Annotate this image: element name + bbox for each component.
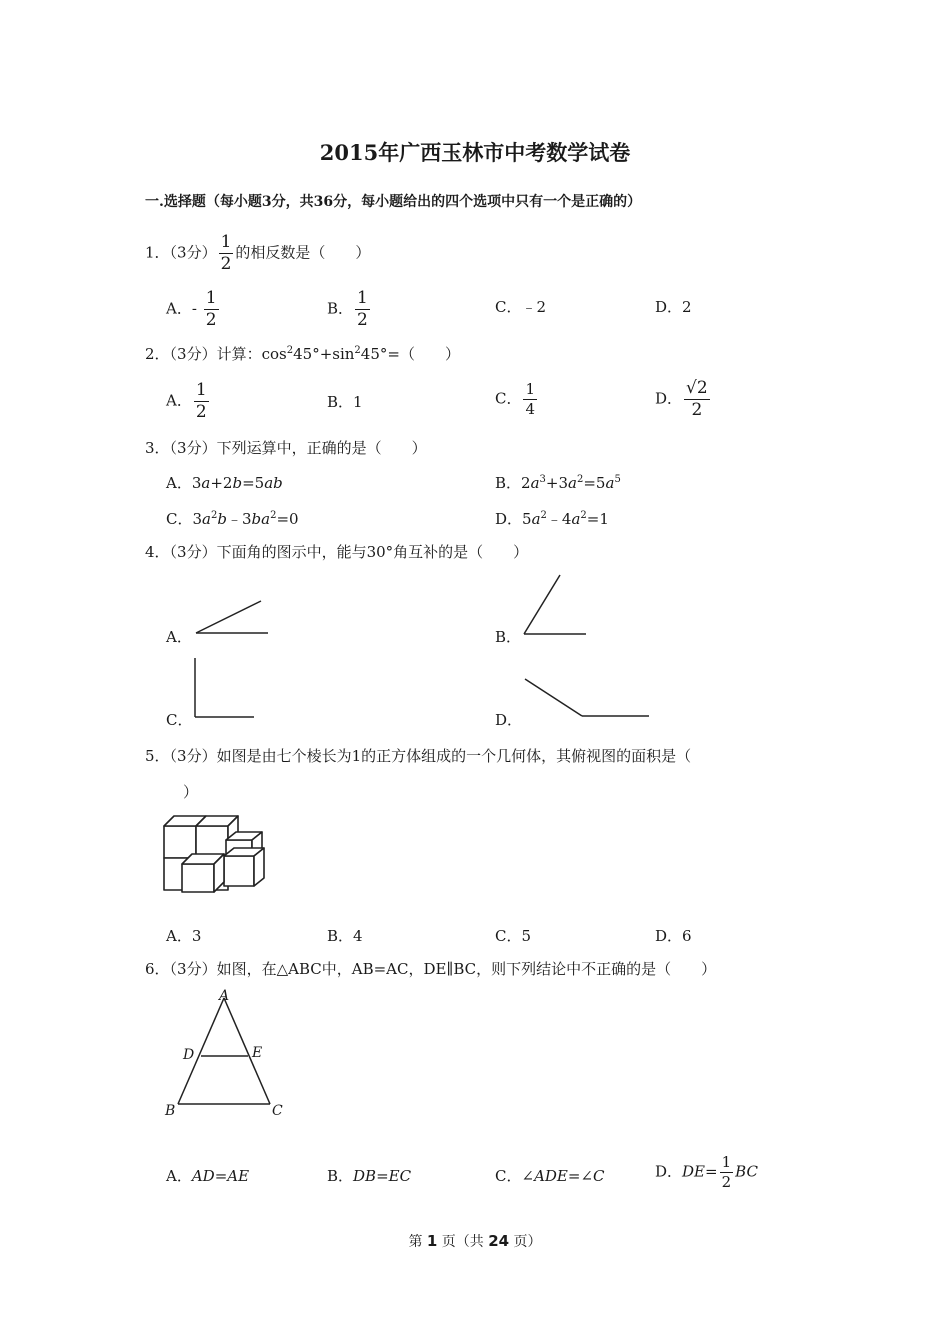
fraction: $\frac{1}{2}$ [195,380,207,422]
question-number: 2． [145,345,170,363]
question-score: （3分） [169,345,217,363]
q4-angle-figure-c [192,656,258,720]
vertex-label-e: E [252,1045,263,1061]
question-score: （3分） [169,543,217,561]
q2-option-b[interactable]: B．1 [327,393,363,411]
cube-solid-figure [160,812,270,897]
q3-option-d[interactable]: D．$5a^2﹣4a^2=1$ [495,510,609,528]
section-heading: 一.选择题（每小题3分，共36分，每小题给出的四个选项中只有一个是正确的） [145,194,642,210]
question-number: 6． [145,960,170,978]
q4-angle-figure-d [522,676,652,720]
q5-option-a[interactable]: A．3 [166,927,202,945]
page-number: 1 [426,1232,438,1250]
fraction: $\frac{1}{2}$ [205,288,217,330]
question-score: （3分） [169,960,217,978]
page-title: 2015年广西玉林市中考数学试卷 [319,140,631,165]
question-6: 6．（3分）如图，在△ABC中，AB=AC，DE∥BC，则下列结论中不正确的是（ ） [145,960,717,978]
question-4: 4．（3分）下面角的图示中，能与30°角互补的是（ ） [145,543,529,561]
fraction: $\frac{1}{2}$ [357,288,368,330]
question-score: （3分） [169,747,217,765]
vertex-label-c: C [272,1103,283,1119]
q6-option-d[interactable]: D．DE= $\frac{1}{2}$ BC [655,1153,758,1191]
page-footer: 第 1 页（共 24 页） [408,1232,542,1250]
question-3: 3．（3分）下列运算中，正确的是（ ） [145,439,427,457]
vertex-label-b: B [165,1103,176,1119]
q4-option-b[interactable]: B． [495,628,522,646]
q1-option-d[interactable]: D．2 [655,298,692,316]
q1-option-c[interactable]: C．﹣2 [495,298,547,316]
question-1 [145,234,370,273]
q4-option-d[interactable]: D． [495,711,523,729]
question-number: 4． [145,543,170,561]
q2-option-c[interactable]: C． $\frac{1}{4}$ [495,380,536,418]
question-number: 5． [145,747,170,765]
q1-option-b[interactable]: B． $\frac{1}{2}$ [327,288,368,330]
q3-option-a[interactable]: A．3a+2b=5ab [166,474,283,492]
question-stem: 的相反数是（ ） [235,243,371,262]
q1-option-a[interactable]: A．- $\frac{1}{2}$ [166,288,217,330]
fraction: $\frac{1}{2}$ [220,232,232,274]
question-score: （3分） [169,439,217,457]
question-2: 2．（3分）计算：$\cos^245^\circ+\sin^245^\circ=$（ ） [145,345,460,363]
fraction: $\frac{1}{2}$ [721,1153,732,1191]
question-score: （3分） [169,243,217,262]
fraction: $\frac{√2}{2}$ [686,378,708,420]
q5-option-c[interactable]: C．5 [495,927,532,945]
q5-option-d[interactable]: D．6 [655,927,692,945]
vertex-label-d: D [183,1047,195,1063]
q4-option-c[interactable]: C． [166,711,193,729]
q4-angle-figure-b [520,573,590,638]
triangle-figure [160,986,290,1121]
q6-option-a[interactable]: A．AD=AE [166,1167,250,1185]
q4-angle-figure-a [193,598,273,638]
q5-option-b[interactable]: B．4 [327,927,363,945]
q6-option-c[interactable]: C．∠ADE=∠C [495,1167,605,1185]
question-number: 1． [145,243,170,262]
q3-option-c[interactable]: C．$3a^2b﹣3ba^2=0$ [166,510,299,528]
question-5: 5．（3分）如图是由七个棱长为1的正方体组成的一个几何体，其俯视图的面积是（ [145,747,692,765]
fraction: $\frac{1}{4}$ [525,380,536,418]
q2-option-d[interactable]: D． $\frac{√2}{2}$ [655,378,708,420]
question-5-stem-end: ） [183,783,199,801]
q2-option-a[interactable]: A． $\frac{1}{2}$ [166,380,207,422]
q3-option-b[interactable]: B．$2a^3+3a^2=5a^5$ [495,474,621,492]
question-number: 3． [145,439,170,457]
q4-option-a[interactable]: A． [166,628,192,646]
q6-option-b[interactable]: B．DB=EC [327,1167,412,1185]
page-total: 24 [488,1232,510,1250]
vertex-label-a: A [219,988,230,1004]
